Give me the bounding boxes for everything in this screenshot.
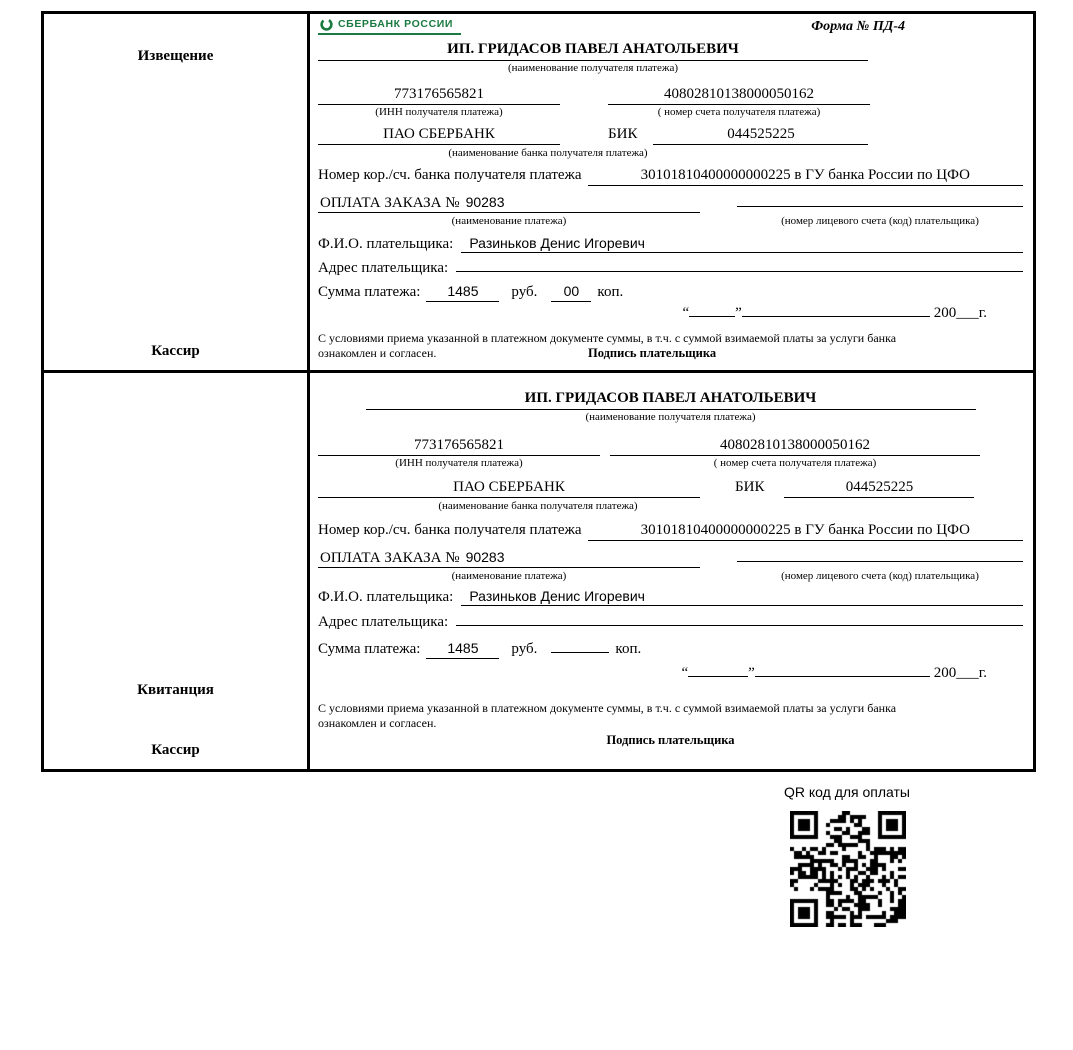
bank-row (318, 125, 1023, 145)
receipt-label: Квитанция (137, 682, 214, 698)
inn-account-row (318, 85, 1023, 105)
date-row (318, 304, 987, 323)
amount-row (318, 283, 1023, 302)
recipient-name: ИП. ГРИДАСОВ ПАВЕЛ АНАТОЛЬЕВИЧ (318, 40, 868, 61)
payer-address-blank-2 (456, 625, 1023, 626)
bank-caption-row-2 (318, 500, 1023, 513)
payment-captions-row-2 (318, 570, 1023, 583)
rub-label-2: руб. (511, 641, 538, 657)
amount-rub-value-2: 1485 (426, 640, 499, 659)
amount-row-2 (318, 640, 1023, 659)
payment-captions-row (318, 215, 1023, 228)
signature-label-2: Подпись плательщика (606, 732, 735, 747)
bank-caption-2: (наименование банка получателя платежа) (438, 499, 638, 512)
bank-caption-row (318, 147, 1023, 160)
agreement-line2: ознакомлен и согласен. (318, 345, 437, 360)
account-caption: ( номер счета получателя платежа) (657, 105, 821, 118)
slip-notice (44, 14, 1033, 373)
inn-value: 773176565821 (318, 85, 560, 105)
payer-address-row (318, 259, 1023, 278)
amount-kop-blank-2 (551, 652, 609, 653)
quote-open: “ (682, 304, 690, 321)
payer-name-value: Разиньков Денис Игоревич (461, 235, 1023, 254)
amount-kop-value: 00 (551, 283, 591, 302)
quote-open-2: “ (681, 664, 689, 681)
personal-account-caption: (номер лицевого счета (код) плательщика) (781, 215, 979, 228)
payment-caption: (наименование платежа) (451, 215, 567, 228)
payer-name-value-2: Разиньков Денис Игоревич (461, 588, 1023, 607)
notice-stub (44, 14, 310, 370)
notice-label: Извещение (137, 48, 214, 64)
quote-close: ” (735, 304, 742, 321)
agreement-line2-2: ознакомлен и согласен. (318, 715, 437, 730)
order-prefix: ОПЛАТА ЗАКАЗА № (320, 194, 460, 211)
payment-caption-2: (наименование платежа) (451, 570, 567, 583)
payer-address-row-2 (318, 613, 1023, 632)
bank-name-value: ПАО СБЕРБАНК (318, 125, 560, 145)
agreement-text (318, 331, 1023, 361)
payment-purpose (318, 194, 700, 214)
qr-caption: QR код для оплаты (783, 784, 910, 800)
corr-label-2: Номер кор./сч. банка получателя платежа (318, 521, 582, 538)
corr-value: 30101810400000000225 в ГУ банка России по ЦФО (588, 166, 1023, 186)
signature-label: Подпись плательщика (588, 345, 717, 360)
bik-value: 044525225 (653, 125, 868, 145)
date-month-blank-2 (755, 676, 930, 677)
agreement-line1-2: С условиями приема указанной в платежном документе суммы, в т.ч. с суммой взимаемой платы за услуги банка (318, 700, 897, 715)
corr-label: Номер кор./сч. банка получателя платежа (318, 166, 582, 183)
slip-header (318, 18, 1023, 40)
bik-label-2: БИК (735, 478, 765, 495)
qr-code (787, 808, 909, 930)
slip-receipt (44, 373, 1033, 769)
inn-account-row-2 (318, 436, 1023, 456)
payer-address-label-2: Адрес плательщика: (318, 614, 449, 631)
order-number-2: 90283 (465, 548, 505, 565)
payment-purpose-row-2 (318, 549, 1023, 569)
inn-caption-2: (ИНН получателя платежа) (395, 456, 523, 469)
kop-label: коп. (597, 284, 624, 300)
inn-account-captions (318, 106, 1023, 119)
sberbank-logo-text: СБЕРБАНК РОССИИ (338, 18, 454, 30)
recipient-caption-2: (наименование получателя платежа) (585, 410, 756, 423)
agreement-text-2 (318, 701, 1023, 749)
receipt-main (310, 373, 1033, 769)
payer-name-label: Ф.И.О. плательщика: (318, 235, 454, 252)
inn-value-2: 773176565821 (318, 436, 600, 456)
payer-name-label-2: Ф.И.О. плательщика: (318, 588, 454, 605)
cashier-label: Кассир (151, 343, 200, 359)
corr-account-row (318, 166, 1023, 186)
bik-label: БИК (608, 125, 638, 142)
amount-label-2: Сумма платежа: (318, 641, 421, 657)
quote-close-2: ” (748, 664, 755, 681)
agreement-line2-row (318, 346, 1023, 361)
account-value: 40802810138000050162 (608, 85, 870, 105)
rub-label: руб. (511, 284, 538, 300)
payment-form (41, 11, 1036, 772)
amount-rub-value: 1485 (426, 283, 499, 302)
sberbank-logo-icon (320, 18, 333, 31)
amount-label: Сумма платежа: (318, 284, 421, 300)
order-number: 90283 (465, 193, 505, 210)
recipient-name-2: ИП. ГРИДАСОВ ПАВЕЛ АНАТОЛЬЕВИЧ (366, 389, 976, 410)
payer-address-label: Адрес плательщика: (318, 260, 449, 277)
kop-label-2: коп. (615, 641, 642, 657)
personal-account-blank (737, 206, 1023, 207)
payment-purpose-row (318, 194, 1023, 214)
date-year-2: 200___г. (933, 664, 987, 681)
order-prefix-2: ОПЛАТА ЗАКАЗА № (320, 549, 460, 566)
date-day-blank-2 (688, 676, 748, 677)
bank-name-value-2: ПАО СБЕРБАНК (318, 478, 700, 498)
date-month-blank (742, 316, 930, 317)
form-number: Форма № ПД-4 (811, 19, 905, 34)
cashier-label-2: Кассир (151, 742, 200, 758)
sberbank-logo (318, 18, 461, 35)
receipt-stub (44, 373, 310, 769)
account-value-2: 40802810138000050162 (610, 436, 980, 456)
payer-address-blank (456, 271, 1023, 272)
bank-row-2 (318, 478, 1023, 498)
bank-caption: (наименование банка получателя платежа) (448, 146, 648, 159)
corr-value-2: 30101810400000000225 в ГУ банка России по ЦФО (588, 521, 1023, 541)
notice-main (310, 14, 1033, 370)
agreement-line1: С условиями приема указанной в платежном документе суммы, в т.ч. с суммой взимаемой платы за услуги банка (318, 330, 897, 345)
inn-caption: (ИНН получателя платежа) (375, 105, 503, 118)
corr-account-row-2 (318, 521, 1023, 541)
personal-account-caption-2: (номер лицевого счета (код) плательщика) (781, 570, 979, 583)
date-row-2 (318, 664, 987, 683)
recipient-caption: (наименование получателя платежа) (507, 61, 679, 74)
payer-name-row (318, 235, 1023, 254)
personal-account-blank-2 (737, 561, 1023, 562)
bik-value-2: 044525225 (784, 478, 974, 498)
payment-purpose-2 (318, 549, 700, 569)
account-caption-2: ( номер счета получателя платежа) (713, 456, 877, 469)
date-day-blank (689, 316, 735, 317)
date-year: 200___г. (933, 304, 987, 321)
payer-name-row-2 (318, 588, 1023, 607)
inn-account-captions-2 (318, 457, 1023, 470)
